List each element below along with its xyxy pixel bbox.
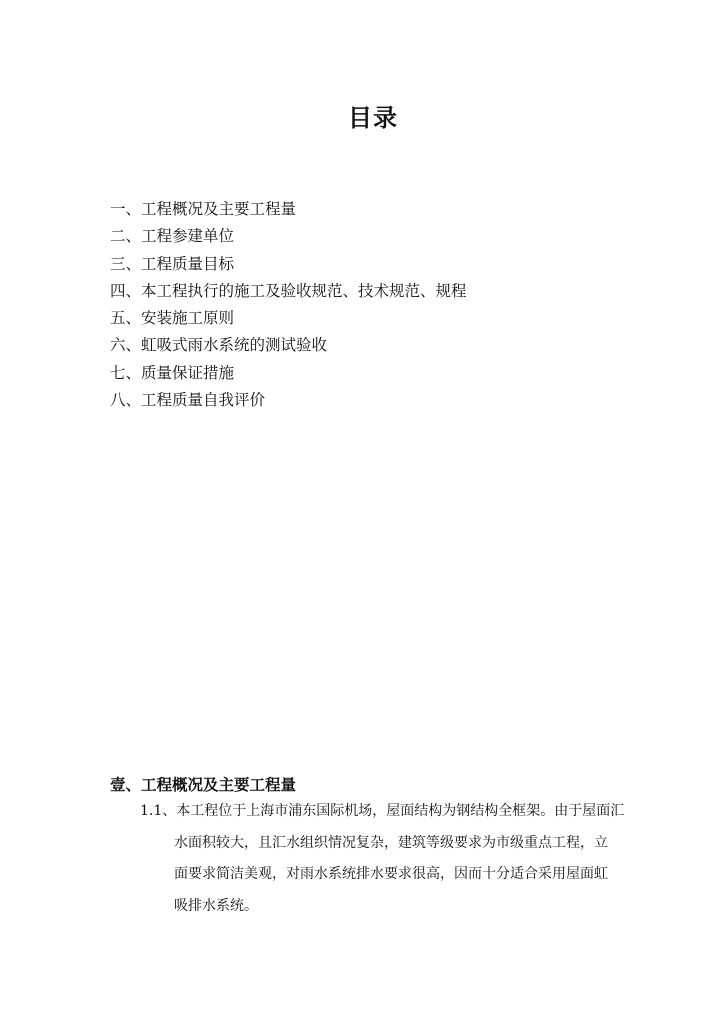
toc-title: 目录 bbox=[348, 104, 398, 132]
toc-item: 三、工程质量目标 bbox=[110, 254, 235, 273]
toc-item: 五、安装施工原则 bbox=[110, 309, 235, 328]
toc-item: 四、本工程执行的施工及验收规范、技术规范、规程 bbox=[110, 281, 467, 300]
toc-item: 六、虹吸式雨水系统的测试验收 bbox=[110, 336, 328, 355]
paragraph-line: 面要求简洁美观，对雨水系统排水要求很高，因而十分适合采用屋面虹 bbox=[174, 866, 608, 882]
section-heading: 壹、工程概况及主要工程量 bbox=[110, 776, 297, 794]
toc-item: 一、工程概况及主要工程量 bbox=[110, 200, 297, 218]
paragraph-line: 吸排水系统。 bbox=[174, 897, 258, 914]
paragraph-line: 1.1、本工程位于上海市浦东国际机场，屋面结构为钢结构全框架。由于屋面汇 bbox=[140, 803, 625, 819]
toc-item: 八、工程质量自我评价 bbox=[110, 391, 266, 410]
table-of-contents bbox=[110, 196, 467, 414]
toc-item: 七、质量保证措施 bbox=[110, 363, 235, 382]
toc-item: 二、工程参建单位 bbox=[110, 227, 235, 246]
section-paragraph bbox=[140, 796, 640, 922]
paragraph-line: 水面积较大，且汇水组织情况复杂，建筑等级要求为市级重点工程，立 bbox=[174, 834, 608, 851]
